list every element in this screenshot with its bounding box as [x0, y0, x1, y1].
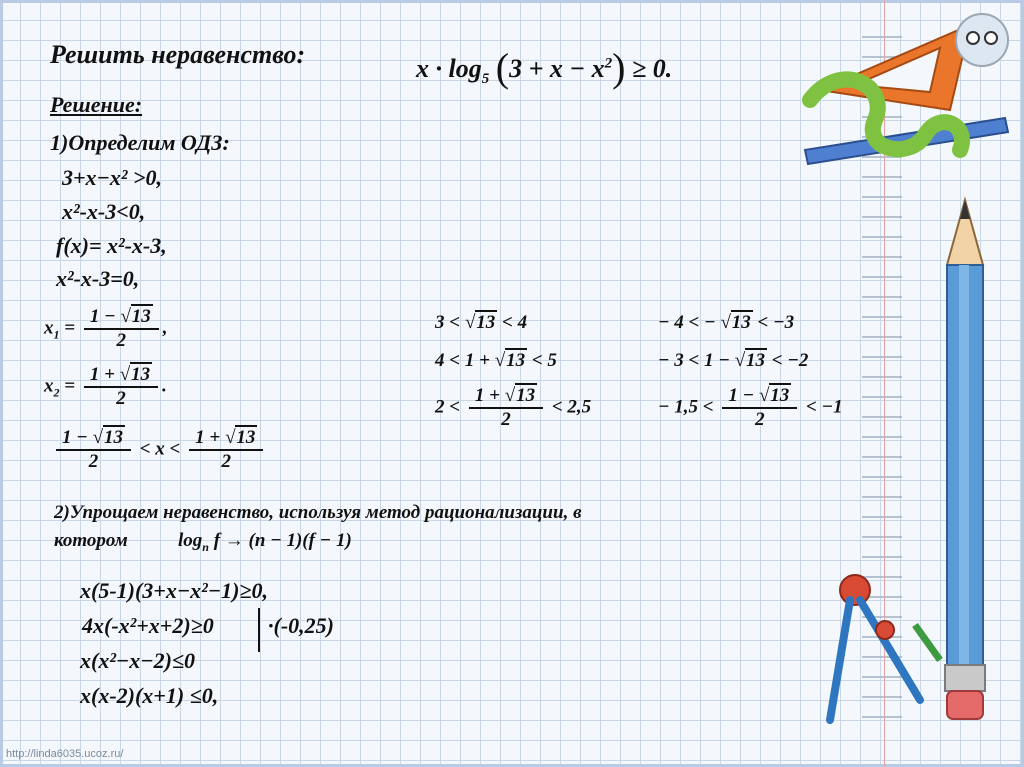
odz-line-2: x²-x-3<0, — [62, 199, 146, 224]
estimate-right-3: − 1,5 < $\frac{1 - √13}{2}$ < −1 — [658, 385, 843, 430]
rationalization-rule: $\log_n f \to (n - 1)(f - 1)$ — [178, 530, 352, 554]
multiplier-bar — [258, 608, 260, 652]
compass-illustration — [820, 570, 950, 730]
root-x1: $x_1$ = $\frac{1 - √13}{2}$ , — [44, 306, 168, 351]
step1-heading: 1)Определим ОДЗ: — [50, 130, 230, 155]
step2-line-3: x(x²−x−2)≤0 — [80, 648, 195, 673]
drawing-tools-illustration — [800, 0, 1024, 200]
estimate-left-2: 4 < 1 + √13 < 5 — [435, 350, 557, 371]
multiplier: ·(-0,25) — [268, 613, 334, 638]
source-url: http://linda6035.ucoz.ru/ — [6, 748, 124, 760]
page-title: Решить неравенство: — [50, 40, 306, 69]
solution-label: Решение: — [50, 92, 143, 117]
main-inequality: $x \cdot \log_5 (3 + x - x^2) \ge 0$. — [416, 45, 673, 90]
estimate-right-2: − 3 < 1 − √13 < −2 — [658, 350, 809, 371]
estimate-left-3: 2 < $\frac{1 + √13}{2}$ < 2,5 — [435, 385, 592, 430]
estimate-right-1: − 4 < − √13 < −3 — [658, 312, 795, 333]
odz-line-4: x²-x-3=0, — [56, 266, 140, 291]
odz-line-3: f(x)= x²-x-3, — [56, 233, 167, 258]
step2-heading-cont: котором — [54, 530, 128, 551]
root-x2: $x_2$ = $\frac{1 + √13}{2}$ . — [44, 364, 167, 409]
step2-line-1: x(5-1)(3+x−x²−1)≥0, — [80, 578, 268, 603]
step2-heading: 2)Упрощаем неравенство, используя метод рационализации, в — [54, 502, 582, 523]
step2-line-2: 4x(-x²+x+2)≥0 — [82, 613, 214, 638]
step2-line-4: x(x-2)(x+1) ≤0, — [80, 683, 219, 708]
odz-interval: $\frac{1 - √13}{2}$ < x < $\frac{1 + √13}{2}$ — [52, 428, 267, 473]
odz-line-1: 3+x−x² >0, — [62, 165, 162, 190]
estimate-left-1: 3 < √13 < 4 — [435, 312, 528, 333]
